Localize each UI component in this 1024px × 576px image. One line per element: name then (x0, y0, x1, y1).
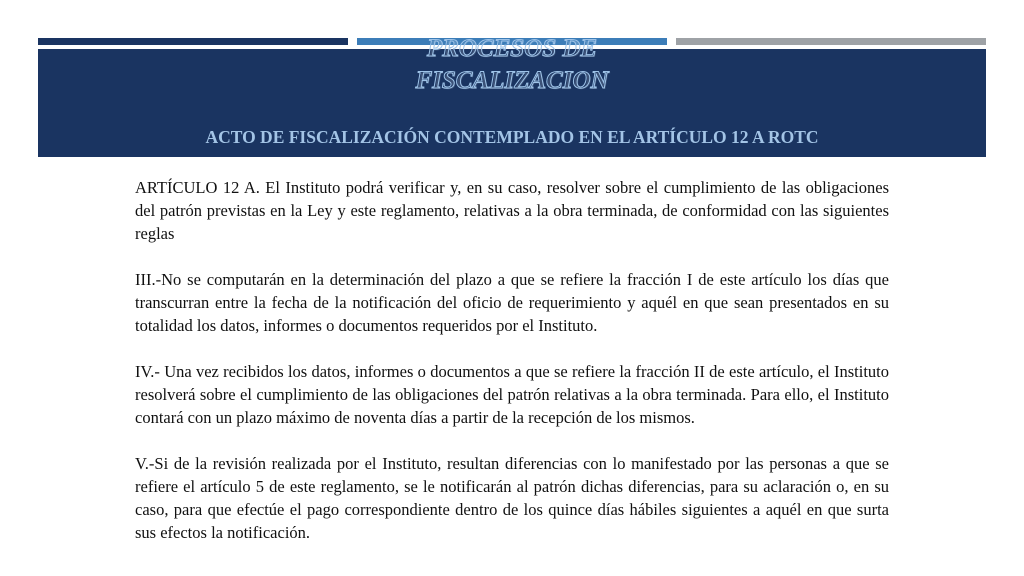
paragraph-fraction-iv: IV.- Una vez recibidos los datos, informes o documentos a que se refiere la fracción II de este artículo, el Instituto resolverá sobre el cumplimiento de las obligaciones del patrón relativas a la obra terminada. Para ello, el Instituto contará con un plazo máximo de noventa días a partir de la recepción de los mismos. (135, 362, 889, 427)
slide-header (38, 35, 986, 157)
slide-subtitle: ACTO DE FISCALIZACIÓN CONTEMPLADO EN EL ARTÍCULO 12 A ROTC (205, 127, 819, 147)
paragraph-article-12a: ARTÍCULO 12 A. El Instituto podrá verificar y, en su caso, resolver sobre el cumplimiento de las obligaciones del patrón previstas en la Ley y este reglamento, relativas a la obra terminada, de conformidad con las siguientes reglas (135, 178, 889, 243)
paragraph-fraction-iii: III.-No se computarán en la determinación del plazo a que se refiere la fracción I de este artículo los días que transcurran entre la fecha de la notificación del oficio de requerimiento y aquél en que sean presentados en su totalidad los datos, informes o documentos requeridos por el Instituto. (135, 270, 889, 335)
slide-body (135, 176, 889, 567)
top-accent-bar-dark (38, 38, 348, 45)
slide-title: PROCESOS DE FISCALIZACION (415, 35, 609, 94)
paragraph-fraction-v: V.-Si de la revisión realizada por el Instituto, resultan diferencias con lo manifestado por las personas a que se refiere el artículo 5 de este reglamento, se le notificarán al patrón dichas diferencias, para su aclaración o, en su caso, para que efectúe el pago correspondiente dentro de los quince días hábiles siguientes a aquél en que surta sus efectos la notificación. (135, 454, 889, 542)
top-accent-bar-light (676, 38, 986, 45)
